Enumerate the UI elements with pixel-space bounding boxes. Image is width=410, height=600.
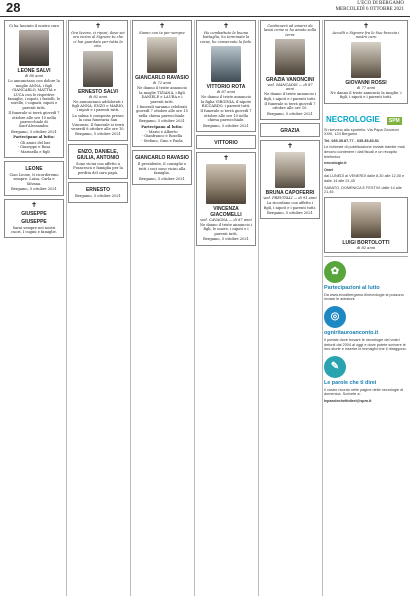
cross-icon: ✝	[223, 154, 229, 163]
deceased-age: di 77 anni	[356, 85, 376, 90]
notice-date: Bergamo, 5 ottobre 2021	[139, 176, 185, 181]
deceased-photo	[351, 202, 381, 238]
notice-date: Bergamo, 5 ottobre 2021	[75, 194, 121, 199]
deceased-photo	[211, 46, 241, 82]
deceased-photo	[351, 42, 381, 78]
necrologie-email-note: Le richieste di pubblicazione inviate tramite mail, devono contenere i dati fiscali e un recapito telefonico	[324, 145, 406, 159]
section-email[interactable]: leparolecheltidirei@spm.it	[324, 398, 372, 403]
obituary-notice	[68, 144, 128, 179]
deceased-name: BRUNA CAPOFERRI	[265, 190, 315, 197]
obituary-notice	[196, 20, 256, 132]
notice-date: Bergamo, 5 ottobre 2021	[267, 111, 313, 116]
notice-text: Sono vicini con affetto a Francesca e famiglia per la perdita del caro papà.	[73, 161, 123, 175]
notice-text: Lo annunciano con dolore la moglie ANNA, i figli GIANCARLO, MATTIA e LUCA con le rispettive famiglie, i nipoti, i fratelli, le sorelle, i cognati, nipoti e parenti tutti.	[7, 79, 61, 110]
section-divider	[324, 256, 408, 257]
deceased-name: GRAZIA VANONCINI	[265, 77, 315, 84]
obituary-notice	[132, 150, 192, 185]
obituary-notice	[68, 182, 128, 202]
page-header	[0, 0, 410, 17]
spm-logo: SPM	[388, 117, 400, 124]
deceased-photo	[83, 51, 113, 87]
cross-icon: ✝	[287, 142, 293, 151]
notice-text: Sarai sempre nei nostri cuori. I cugini e famiglie.	[11, 225, 57, 234]
notice-date: Bergamo, 5 ottobre 2021	[11, 187, 57, 192]
deceased-age: di 82 anni	[88, 94, 108, 99]
section-title[interactable]: ogniritauroanconto.it	[324, 329, 379, 336]
deceased-name: ERNESTO SALVI	[78, 88, 118, 95]
obituary-notice	[324, 197, 408, 253]
deceased-name: GIUSEPPE	[21, 210, 47, 217]
necrologie-phone: Tel. 035.35.87.77 - 035.35.83.51	[324, 138, 380, 143]
cross-icon: ✝	[223, 22, 229, 30]
notice-date: Bergamo, 5 ottobre 2021	[267, 211, 313, 216]
notice-text: Il presidente, il consiglio e tutti i soci sono vicini alla famiglia.	[137, 162, 187, 176]
necrologie-address: Si ricevono allo sportello: Via Papa Giovanni XXIII, 124 Bergamo	[324, 127, 399, 137]
column-divider	[66, 20, 67, 596]
cross-icon: ✝	[363, 22, 369, 30]
participation-list: - Gli amici del bar - Giuseppe e Rosa - Marinella e figli	[17, 140, 51, 154]
issue-date: MERCOLEDÌ 6 OTTOBRE 2021	[335, 7, 404, 12]
deceased-photo	[275, 39, 305, 75]
obituary-column-4	[196, 20, 256, 596]
obituary-notice	[196, 135, 256, 149]
obituary-notice	[4, 20, 64, 158]
obituary-column-3	[132, 20, 192, 596]
deceased-photo	[147, 37, 177, 73]
section-text: Il portale dove trovare le necrologie dei vostri defunti dal 2004 al oggi e dove potete scrivere le loro storie e inserire le immagini che li ritraggono.	[324, 337, 407, 352]
obituary-notice	[68, 20, 128, 141]
deceased-name: GIANCARLO RAVASIO	[135, 75, 189, 82]
cross-icon: ✝	[31, 200, 37, 209]
deceased-photo	[206, 164, 246, 204]
section-text: Il vostro ricordo nelle pagine delle necrologie di domenica. Scrivete a:	[324, 387, 404, 397]
participation-list: - Mario e Alberto - Gianfranco e Rosella - Stefano, Gino e Paola	[141, 130, 183, 143]
notice-text: Ciao Leone, ti ricorderemo sempre. Luisa, Carla e Silvana.	[9, 172, 59, 186]
deceased-name: ERNESTO	[85, 187, 111, 194]
notice-date: Bergamo, 5 ottobre 2021	[203, 237, 249, 242]
necrologie-info-panel	[324, 107, 408, 195]
notice-text: Il funerale si terrà giovedì 7 ottobre alle ore 10.	[264, 102, 316, 111]
notice-intro: Ho combattuto la buona battaglia, ho terminato la corsa, ho conservato la fede.	[199, 31, 253, 44]
participation-title: Partecipano al lutto:	[13, 135, 55, 140]
section-title: Le parole che ti direi	[324, 379, 377, 386]
cross-icon: ✝	[95, 22, 101, 30]
column-divider	[322, 20, 323, 596]
deceased-name: VITTORIO	[214, 140, 238, 147]
deceased-age: ved. MANCADIS — di 87 anni	[267, 83, 313, 92]
hours-weekend: SABATO, DOMENICA E FESTIVI dalle 14 alle 21,45	[324, 185, 402, 195]
obituary-column-2	[68, 20, 128, 596]
notice-intro: Siamo con te per sempre	[139, 31, 185, 35]
obituary-notice	[260, 140, 320, 219]
column-divider	[258, 20, 259, 596]
obituary-notice	[260, 20, 320, 120]
notice-text: Ne annunciano addolorati i figli ANNA, ENZO e MARIO, i nipoti e i parenti tutti.	[72, 99, 124, 113]
deceased-name: LUIGI BORTOLOTTI	[342, 239, 390, 246]
obituary-notice	[324, 20, 408, 104]
notice-intro: Accolti e Signore fra le Sue braccia i nostro caro	[332, 31, 400, 40]
notice-date: Bergamo, 5 ottobre 2021	[11, 129, 57, 134]
hours-weekdays: dal LUNEDÌ al VENERDÌ dalle 8,30 alle 12,30 e dalle 14 alle 21,45	[324, 174, 405, 183]
deceased-photo	[19, 30, 49, 66]
deceased-name: VITTORIO ROTA	[206, 84, 246, 91]
notice-intro: Continuerò ad amarvi da lassù come vi ho amato sulla terra	[263, 24, 317, 37]
notice-text: Ne danno il triste annuncio i figli, le nuore, i nipoti e i parenti tutti.	[199, 223, 253, 236]
obituary-column-1	[4, 20, 64, 596]
notice-text: I funerali saranno celebrati giovedì 7 ottobre alle ore 15 nella chiesa parrocchiale.	[136, 105, 188, 118]
cross-icon: ✝	[159, 22, 165, 30]
notice-text: Ne danno il triste annuncio la figlia VIRGINIA, il nipote RICCARDO, i parenti tutti.	[200, 95, 252, 109]
deceased-age: ved. CAVAGNA — di 87 anni	[200, 218, 252, 223]
deceased-age: di 82 anni	[356, 245, 376, 250]
deceased-name: LEONE SALVI	[17, 68, 51, 75]
column-divider	[130, 20, 131, 596]
notice-text: Ne danno il triste annuncio i figli, i nipoti e i parenti tutti.	[263, 92, 317, 101]
hours-title: Orari	[324, 167, 334, 172]
globe-icon: ◎	[324, 306, 346, 328]
section-text: Da www.ecodibergamo.it/necrologie si possono inviare le adesioni.	[324, 292, 404, 302]
notice-date: Bergamo, 5 ottobre 2021	[139, 119, 185, 124]
sender-names: ENZO, DANIELE, GIULIA, ANTONIO	[76, 148, 120, 161]
section-title: Partecipazioni al lutto	[324, 284, 380, 291]
page-number: 28	[6, 0, 21, 15]
notice-text: Il funerale si terrà giovedì 7 ottobre alle ore 10 nella chiesa parrocchiale.	[200, 109, 252, 123]
column-divider	[194, 20, 195, 596]
deceased-photo	[275, 152, 305, 188]
notice-date: Bergamo, 5 ottobre 2021	[203, 123, 249, 128]
newspaper-masthead	[336, 1, 404, 13]
notice-text: La ricordano con affetto i figli, i nipoti e i parenti tutti.	[263, 201, 317, 210]
notice-text: La salma è composta presso la casa funeraria San Vincenzo. Il funerale si terrà venerdì 8 ottobre alle ore 10.	[71, 113, 125, 132]
deceased-name: LEONE	[25, 165, 43, 172]
obituary-notice	[196, 152, 256, 246]
deceased-age: ved. PREVITALI — di 91 anni	[263, 196, 317, 201]
notice-text: Ne danno il triste annuncio la moglie, i figli, i nipoti e i parenti tutti.	[330, 90, 402, 100]
notice-date: Bergamo, 5 ottobre 2021	[75, 132, 121, 137]
deceased-age: di 87 anni	[216, 90, 236, 95]
notice-intro: Ora lavora, ci riposi, dove sei ora vicino al Signore tu che ci hai guardato per tutta la vita.	[71, 31, 125, 49]
deceased-name: VINCENZA GIACOMELLI	[210, 206, 242, 219]
pen-icon: ✎	[324, 356, 346, 378]
obituary-notice	[4, 199, 64, 239]
obituary-notice	[132, 20, 192, 147]
notice-intro: Ci ha lasciato il nostro caro	[8, 24, 60, 28]
deceased-name: GRAZIA	[280, 128, 300, 135]
newspaper-name: L'ECO DI BERGAMO	[357, 1, 404, 6]
deceased-age: di 80 anni	[24, 74, 44, 79]
notice-text: Il funerale si terrà giovedì 7 ottobre alle ore 10 nella parrocchiale di Sant'Alessandro.	[8, 111, 60, 129]
flower-icon: ✿	[324, 261, 346, 283]
obituary-column-5	[260, 20, 320, 596]
notice-text: Ne danno il triste annuncio la moglie TIZIANA, i figli DANIELE e LAURA e i parenti tutti.	[137, 86, 187, 104]
deceased-age: di 72 anni	[152, 81, 172, 86]
participation-title: Partecipano al lutto:	[141, 124, 183, 129]
deceased-name: GIANCARLO RAVASIO	[135, 155, 189, 162]
deceased-name: GIUSEPPE	[21, 218, 47, 225]
deceased-name: GIOVANNI ROSSI	[345, 79, 387, 86]
necrologie-email[interactable]: necrologie.it	[324, 161, 347, 166]
obituary-notice	[260, 123, 320, 137]
obituary-column-6	[324, 20, 408, 596]
obituary-notice	[4, 161, 64, 196]
necrologie-title: NECROLOGIE	[326, 114, 380, 124]
